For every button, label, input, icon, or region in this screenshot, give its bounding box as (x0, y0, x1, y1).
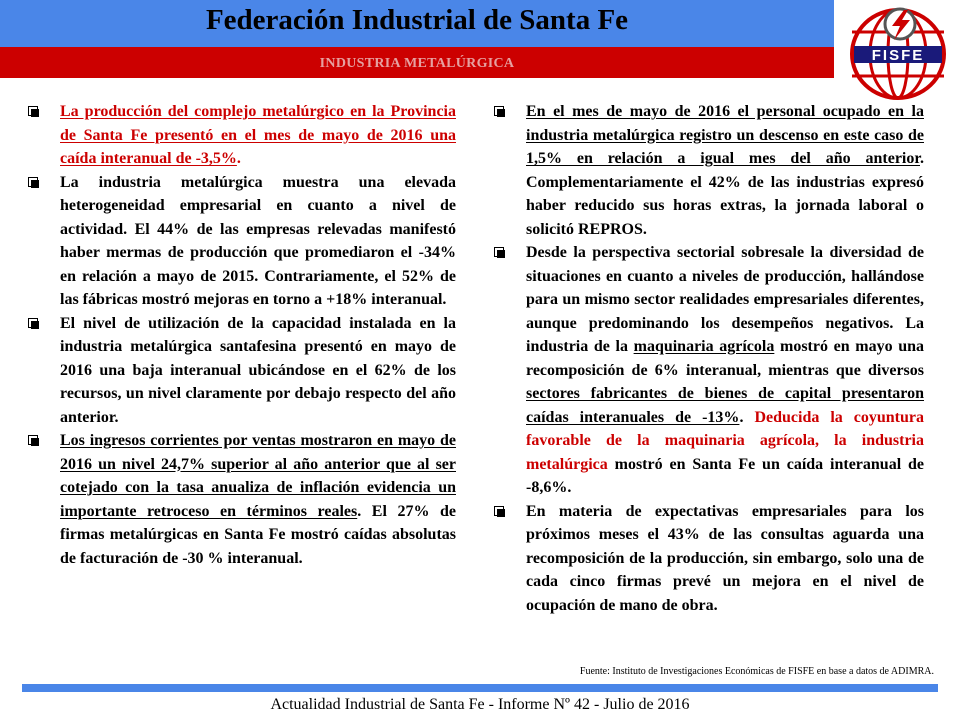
fisfe-logo (840, 2, 956, 102)
list-item: Los ingresos corrientes por ventas mostraron en mayo de 2016 un nivel 24,7% superior al año anterior que al ser cotejado con la tasa anualiza de inflación evidencia un importante retroceso en términos reales. El 27% de firmas metalúrgicas en Santa Fe mostró caídas absolutas de facturación de -30 % interanual. (24, 429, 456, 570)
logo-text: FISFE (871, 47, 925, 64)
list-item: En materia de expectativas empresariales para los próximos meses el 43% de las consultas aguarda una recomposición de la producción, sin embargo, solo una de cada cinco firmas prevé un mejora en el nivel de ocupación de mano de obra. (490, 500, 924, 618)
left-column (24, 100, 456, 570)
right-column (490, 100, 924, 617)
bullet-icon (28, 177, 38, 187)
footer-bar (22, 684, 938, 692)
bullet-icon (28, 318, 38, 328)
section-subtitle: INDUSTRIA METALÚRGICA (319, 56, 515, 71)
source-note: Fuente: Instituto de Investigaciones Económicas de FISFE en base a datos de ADIMRA. (579, 666, 934, 677)
footer-text: Actualidad Industrial de Santa Fe - Informe Nº 42 - Julio de 2016 (270, 696, 690, 713)
bullet-icon (494, 106, 504, 116)
bullet-icon (494, 247, 504, 257)
page-title: Federación Industrial de Santa Fe (205, 4, 629, 36)
list-item: La industria metalúrgica muestra una elevada heterogeneidad empresarial en cuanto a nivel de actividad. El 44% de las empresas relevadas manifestó haber mermas de producción que promediaron el -34% en relación a mayo de 2015. Contrariamente, el 52% de las fábricas mostró mejoras en torno a +18% interanual. (24, 171, 456, 312)
gear-bolt-icon (885, 9, 915, 40)
list-item: Desde la perspectiva sectorial sobresale la diversidad de situaciones en cuanto a niveles de producción, hallándose para un mismo sector realidades empresariales diferentes, aunque predominando los desempeños negativos. La industria de la maquinaria agrícola mostró en mayo una recomposición de 6% interanual, mientras que diversos sectores fabricantes de bienes de capital presentaron caídas interanuales de -13%. Deducida la coyuntura favorable de la maquinaria agrícola, la industria metalúrgica mostró en Santa Fe un caída interanual de -8,6%. (490, 241, 924, 500)
bullet-icon (28, 435, 38, 445)
list-item: La producción del complejo metalúrgico en la Provincia de Santa Fe presentó en el mes de mayo de 2016 una caída interanual de -3,5%. (24, 100, 456, 171)
list-item: En el mes de mayo de 2016 el personal ocupado en la industria metalúrgica registro un descenso en este caso de 1,5% en relación a igual mes del año anterior. Complementariamente el 42% de las industrias expresó haber reducido sus horas extras, la jornada laboral o solicitó REPROS. (490, 100, 924, 241)
bullet-icon (494, 506, 504, 516)
list-item: El nivel de utilización de la capacidad instalada en la industria metalúrgica santafesina presentó en mayo de 2016 una baja interanual ubicándose en el 62% de los recursos, un nivel claramente por debajo respecto del año anterior. (24, 312, 456, 430)
bullet-icon (28, 106, 38, 116)
